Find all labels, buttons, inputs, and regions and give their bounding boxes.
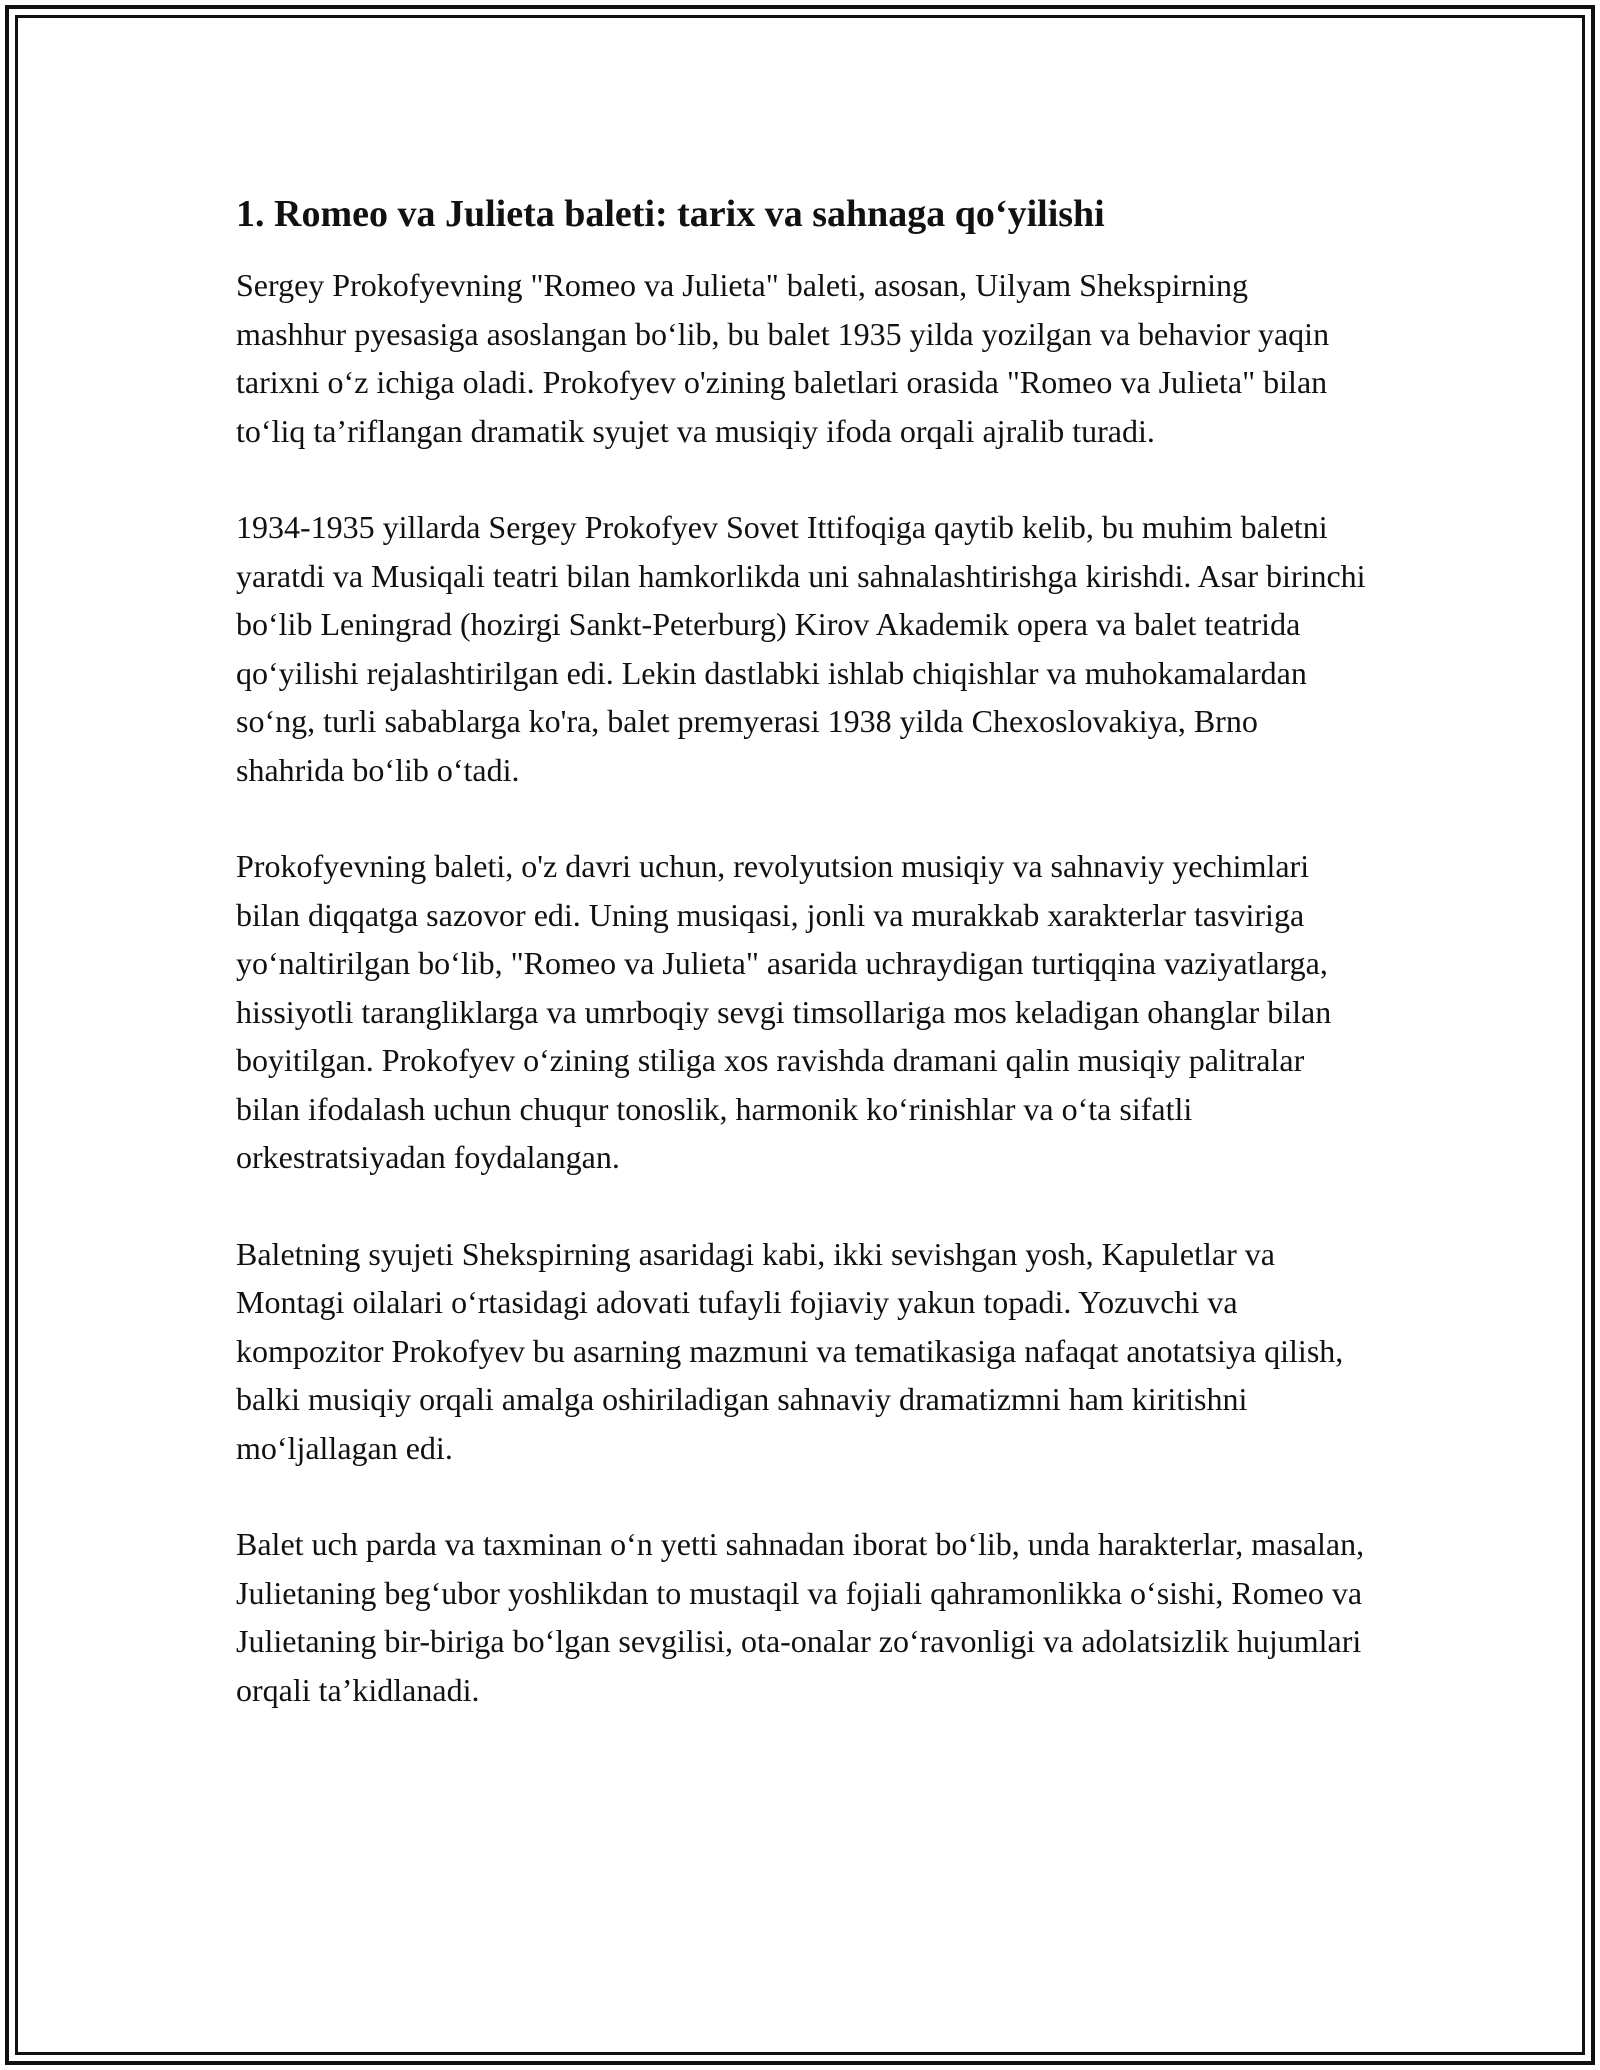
document-body xyxy=(236,186,1366,1762)
paragraph-structure: Balet uch parda va taxminan o‘n yetti sahnadan iborat bo‘lib, unda harakterlar, masalan, Julietaning beg‘ubor yoshlikdan to mustaqil va fojiali qahramonlikka o‘sishi, Romeo va Julietaning bir-biriga bo‘lgan sevgilisi, ota-onalar zo‘ravonligi va adolatsizlik hujumlari orqali ta’kidlanadi. xyxy=(236,1526,1365,1708)
paragraph-music: Prokofyevning baleti, o'z davri uchun, revolyutsion musiqiy va sahnaviy yechimlari bilan diqqatga sazovor edi. Uning musiqasi, jonli va murakkab xarakterlar tasviriga yo‘naltirilgan bo‘lib, "Romeo va Julieta" asarida uchraydigan turtiqqina vaziyatlarga, hissiyotli tarangliklarga va umrboqiy sevgi timsollariga mos keladigan ohanglar bilan boyitilgan. Prokofyev o‘zining stiliga xos ravishda dramani qalin musiqiy palitralar bilan ifodalash uchun chuqur tonoslik, harmonik ko‘rinishlar va o‘ta sifatli orkestratsiyadan foydalangan. xyxy=(236,848,1332,1175)
paragraph-history-intro: Sergey Prokofyevning "Romeo va Julieta" baleti, asosan, Uilyam Shekspirning mashhur pyesasiga asoslangan bo‘lib, bu balet 1935 yilda yozilgan va behavior yaqin tarixni o‘z ichiga oladi. Prokofyev o'zining baletlari orasida "Romeo va Julieta" bilan to‘liq ta’riflangan dramatik syujet va musiqiy ifoda orqali ajralib turadi. xyxy=(236,267,1330,449)
paragraph-plot: Baletning syujeti Shekspirning asaridagi kabi, ikki sevishgan yosh, Kapuletlar va Montagi oilalari o‘rtasidagi adovati tufayli fojiaviy yakun topadi. Yozuvchi va kompozitor Prokofyev bu asarning mazmuni va tematikasiga nafaqat anotatsiya qilish, balki musiqiy orqali amalga oshiriladigan sahnaviy dramatizmni ham kiritishni mo‘ljallagan edi. xyxy=(236,1235,1344,1466)
section-heading: 1. Romeo va Julieta baleti: tarix va sahnaga qo‘yilishi xyxy=(236,193,1105,235)
paragraph-creation: 1934-1935 yillarda Sergey Prokofyev Sovet Ittifoqiga qaytib kelib, bu muhim baletni yaratdi va Musiqali teatri bilan hamkorlikda uni sahnalashtirishga kirishdi. Asar birinchi bo‘lib Leningrad (hozirgi Sankt-Peterburg) Kirov Akademik opera va balet teatrida qo‘yilishi rejalashtirilgan edi. Lekin dastlabki ishlab chiqishlar va muhokamalardan so‘ng, turli sabablarga ko'ra, balet premyerasi 1938 yilda Chexoslovakiya, Brno shahrida bo‘lib o‘tadi. xyxy=(236,509,1366,788)
